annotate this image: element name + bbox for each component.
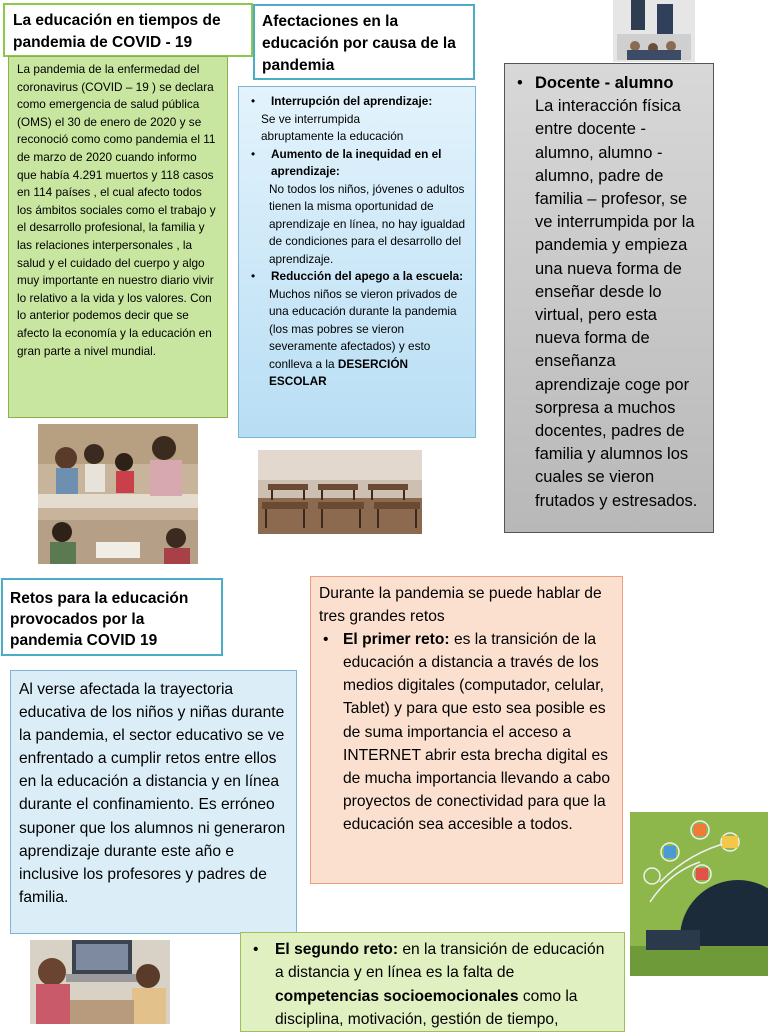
afectacion-item-3-text: Muchos niños se vieron privados de una educación durante la pandemia (los mas pobres se vieron severamente afectados) y esto conlleva a la DESERCIÓN ESCOLAR <box>269 286 458 388</box>
intro-pandemia-box <box>8 56 228 418</box>
segundo-reto-box <box>240 932 625 1032</box>
children-masks-photo <box>38 424 198 564</box>
intro-text: La pandemia de la enfermedad del coronavirus (COVID – 19 ) se declara como emergencia de salud pública (OMS) el 30 de enero de 2020 y se reconoció como como pandemia el 11 de marzo de 2020 cuando informo que había 4.291 muertos y 118 casos en 114 países , el cual afecto todos los ámbitos sociales como el trabajo y el desarrollo profesional, la familia y las relaciones interpersonales , la salud y el cuidado del cuerpo y algo muy importante en nuestro diario vivir lo relativo a la vida y los valores. Con lo anterior podemos decir que se afecto la economía y la educación en gran parte a nivel mundial. <box>17 62 216 358</box>
title-afectaciones: Afectaciones en la educación por causa de la pandemia <box>253 4 475 80</box>
retos-lead: Durante la pandemia se puede hablar de tres grandes retos <box>319 585 602 626</box>
retos-intro-box <box>10 670 297 934</box>
title-retos: Retos para la educación provocados por la pandemia COVID 19 <box>1 578 223 656</box>
kids-laptop-photo <box>30 940 170 1024</box>
afectacion-item-2: • Aumento de la inequidad en el aprendizaje: <box>247 146 467 181</box>
afectacion-item-2-text: No todos los niños, jóvenes o adultos tienen la misma oportunidad de aprendizaje en línea, no hay igualdad de condiciones para el desarrollo del aprendizaje. <box>269 181 466 266</box>
empty-classroom-photo <box>258 450 422 534</box>
segundo-reto-item: • El segundo reto: en la transición de educación a distancia y en línea es la falta de competencias socioemocionales como la disciplina, motivación, gestión de tiempo, <box>249 938 616 1031</box>
retos-intro-text: Al verse afectada la trayectoria educativa de los niños y niñas durante la pandemia, el sector educativo se ve enfrentado a cumplir retos entre ellos en la educación a distancia y en línea durante el confinamiento. Es erróneo suponer que los alumnos ni generaron aprendizaje durante este año e inclusive los profesores y padres de familia. <box>19 681 286 906</box>
docente-alumno-box <box>504 63 714 533</box>
afectacion-item-1-text: Se ve interrumpida abruptamente la educación <box>261 111 404 143</box>
teacher-photo-top <box>613 0 695 62</box>
title-la-educacion: La educación en tiempos de pandemia de COVID - 19 <box>3 3 253 57</box>
docente-item: • Docente - alumno La interacción física entre docente - alumno, alumno - alumno, padre de familia – profesor, se ve interrumpida por la pandemia y empieza una nueva forma de enseñar desde lo virtual, pero esta nueva forma de enseñanza aprendizaje coge por sorpresa a muchos docentes, padres de familia y alumnos los cuales se vieron frutados y estresados. <box>513 72 705 513</box>
primer-reto-item: • El primer reto: es la transición de la educación a distancia a través de los medios digitales (computador, celular, Tablet) y para que esto sea posible es de suma importancia el acceso a INTERNET abrir esta brecha digital es de mucha importancia llevando a cabo proyectos de conectividad para que la educación sea accesible a todos. <box>319 628 614 836</box>
afectacion-item-3: • Reducción del apego a la escuela: <box>247 268 467 286</box>
retos-box <box>310 576 623 884</box>
afectaciones-box <box>238 86 476 438</box>
online-learning-illustration <box>630 812 768 976</box>
afectacion-item-1: • Interrupción del aprendizaje: <box>247 93 467 111</box>
